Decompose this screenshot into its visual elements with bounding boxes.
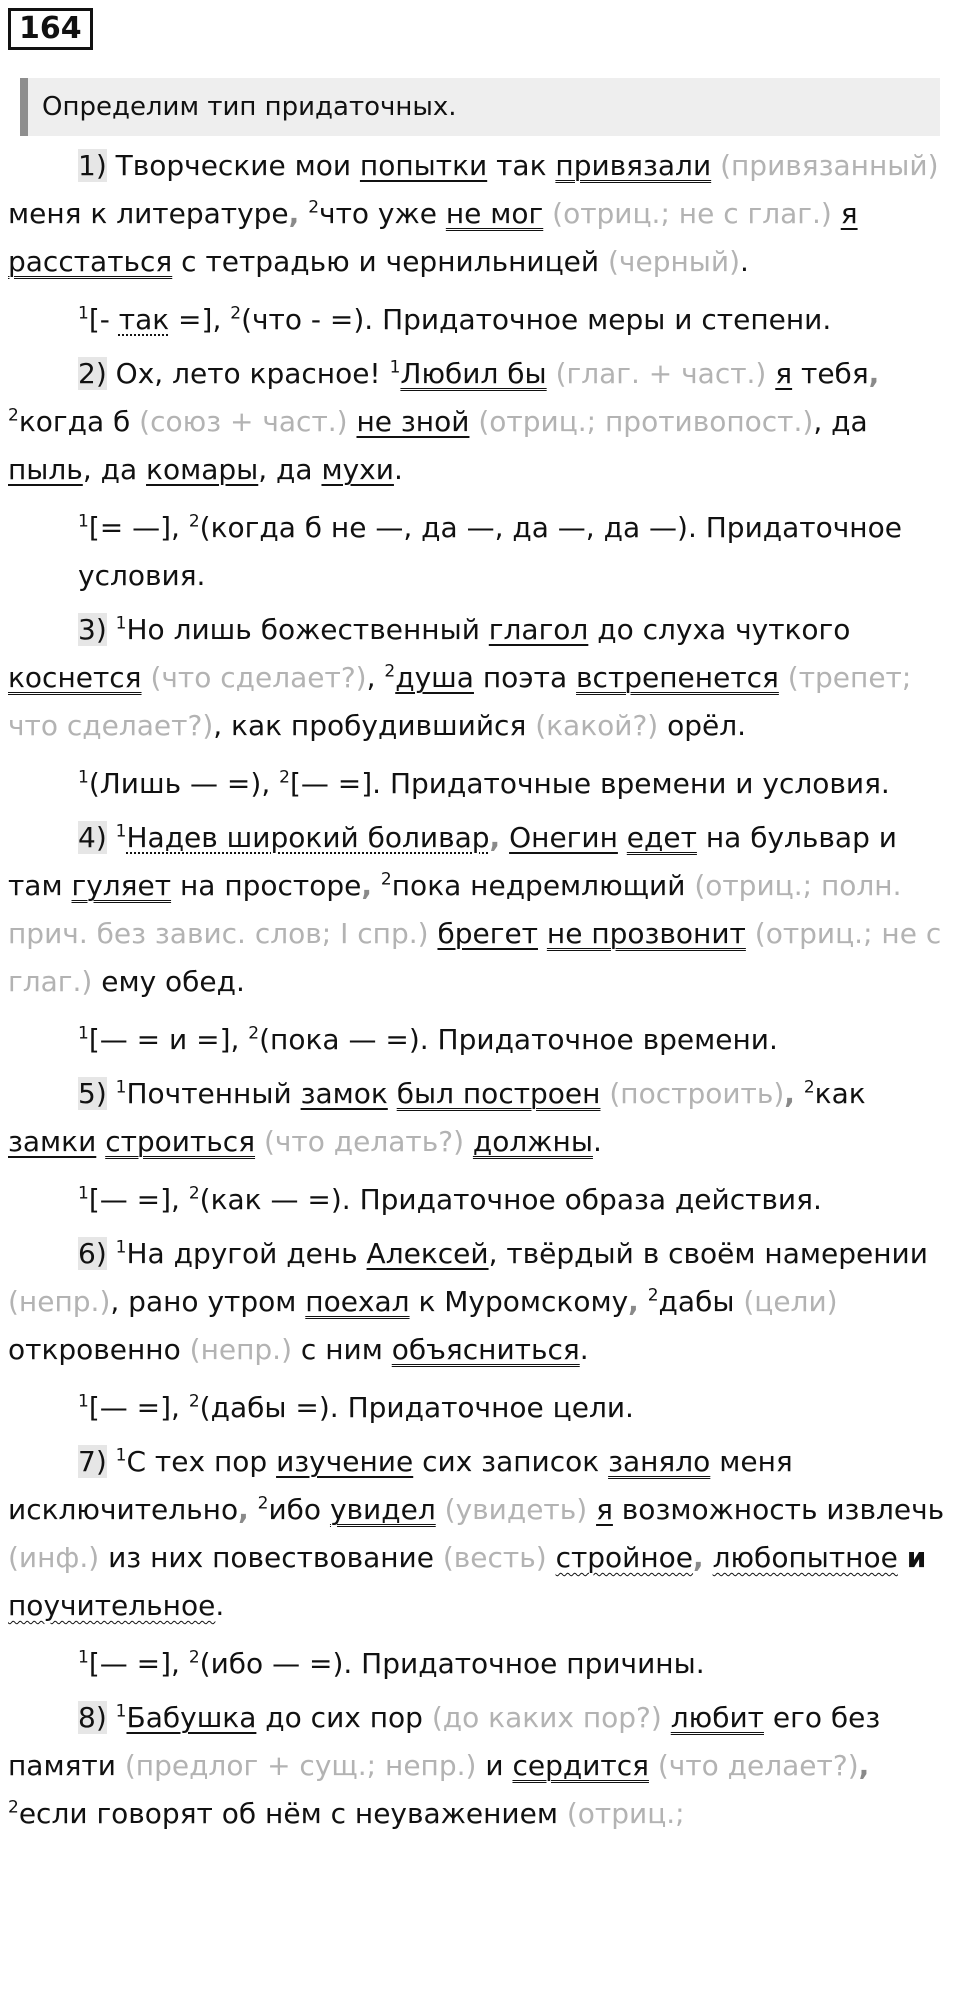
sentence-fragment: 2 xyxy=(8,1797,19,1818)
sentence-fragment: 2 xyxy=(384,661,396,682)
sentence-fragment: я xyxy=(596,1493,613,1526)
sentence-fragment: откровенно xyxy=(8,1333,190,1366)
scheme-fragment: (пока — =). Придаточное времени. xyxy=(259,1023,778,1056)
scheme-fragment: 2 xyxy=(188,1391,200,1412)
sentence-3 xyxy=(8,606,952,750)
sentence-fragment: на бульвар и там xyxy=(8,821,897,902)
page xyxy=(8,8,952,1838)
sentence-fragment: , xyxy=(489,821,501,854)
sentence-fragment xyxy=(388,1077,397,1110)
sentence-fragment: 2 xyxy=(647,1285,659,1306)
sentence-fragment: 1 xyxy=(115,821,127,842)
sentence-fragment: Надев широкий боливар xyxy=(126,821,490,854)
sentence-fragment: , xyxy=(366,661,376,694)
sentence-6 xyxy=(8,1230,952,1374)
sentence-fragment: орёл. xyxy=(658,709,747,742)
scheme-fragment: (Лишь — =), xyxy=(88,767,280,800)
sentence-fragment: поэта xyxy=(473,661,577,694)
scheme-fragment: [— =], xyxy=(88,1647,189,1680)
scheme-fragment: 2 xyxy=(230,303,242,324)
exercise-list xyxy=(8,142,952,1838)
sentence-fragment: , как пробудившийся xyxy=(213,709,536,742)
scheme-fragment: 2 xyxy=(188,1183,200,1204)
sentence-fragment xyxy=(832,197,841,230)
annotation-note: (инф.) xyxy=(8,1541,100,1574)
sentence-fragment xyxy=(299,197,308,230)
sentence-fragment xyxy=(436,1493,445,1526)
annotation-note: (глаг. + част.) xyxy=(555,357,767,390)
sentence-fragment xyxy=(464,1125,473,1158)
sentence-fragment: 2 xyxy=(380,869,392,890)
scheme-6 xyxy=(8,1384,952,1432)
sentence-fragment xyxy=(639,1285,648,1318)
scheme-fragment: (дабы =). Придаточное цели. xyxy=(199,1391,634,1424)
annotation-note: (союз + част.) xyxy=(139,405,348,438)
sentence-fragment: пока недремлющий xyxy=(391,869,695,902)
sentence-fragment: коснется xyxy=(8,661,142,694)
sentence-fragment: сердится xyxy=(512,1749,649,1782)
annotation-note: (отриц.; не с глаг.) xyxy=(552,197,832,230)
task-number: 164 xyxy=(8,8,93,50)
sentence-fragment: комары xyxy=(146,453,259,486)
sentence-fragment: . xyxy=(740,245,749,278)
scheme-fragment: 2 xyxy=(248,1023,260,1044)
sentence-fragment: любит xyxy=(670,1701,764,1734)
annotation-note: (предлог + сущ.; непр.) xyxy=(124,1749,477,1782)
sentence-fragment xyxy=(372,869,381,902)
annotation-note: (цели) xyxy=(743,1285,838,1318)
sentence-fragment xyxy=(898,1541,907,1574)
sentence-fragment: На другой день xyxy=(126,1237,367,1270)
item-number: 5) xyxy=(78,1077,107,1110)
scheme-fragment: (что - =). Придаточное меры и степени. xyxy=(241,303,832,336)
scheme-fragment: [- xyxy=(88,303,119,336)
sentence-fragment: не мог xyxy=(445,197,544,230)
sentence-fragment: до сих пор xyxy=(256,1701,432,1734)
sentence-fragment: 1 xyxy=(389,357,401,378)
sentence-fragment: к Муромскому xyxy=(409,1285,629,1318)
sentence-fragment: если говорят об нём с неуважением xyxy=(18,1797,567,1830)
sentence-fragment: и xyxy=(476,1749,513,1782)
sentence-fragment: не прозвонит xyxy=(546,917,746,950)
sentence-fragment: 2 xyxy=(308,197,320,218)
sentence-fragment: поучительное xyxy=(8,1589,216,1622)
annotation-note: (отриц.; полн. прич. без завис. слов; I спр.) xyxy=(8,869,902,950)
sentence-fragment: изучение xyxy=(276,1445,414,1478)
sentence-fragment xyxy=(255,1125,264,1158)
scheme-fragment: 1 xyxy=(78,1023,89,1044)
scheme-fragment: 1 xyxy=(78,303,89,324)
sentence-fragment: строиться xyxy=(105,1125,256,1158)
scheme-3 xyxy=(8,760,952,808)
sentence-fragment: не зной xyxy=(356,405,470,438)
sentence-5 xyxy=(8,1070,952,1166)
sentence-fragment: , xyxy=(238,1493,249,1526)
sentence-fragment: брегет xyxy=(437,917,538,950)
sentence-fragment: что уже xyxy=(319,197,446,230)
sentence-fragment: . xyxy=(592,1125,602,1158)
sentence-fragment: попытки xyxy=(359,149,488,182)
sentence-4 xyxy=(8,814,952,1006)
sentence-fragment: . xyxy=(215,1589,225,1622)
sentence-fragment: и xyxy=(906,1541,927,1574)
sentence-fragment: 2 xyxy=(803,1077,815,1098)
sentence-fragment: мухи xyxy=(321,453,394,486)
sentence-fragment: Онегин xyxy=(509,821,618,854)
sentence-fragment xyxy=(500,821,509,854)
annotation-note: (что делать?) xyxy=(263,1125,464,1158)
scheme-fragment: так xyxy=(118,303,170,336)
item-number: 2) xyxy=(78,357,107,390)
sentence-fragment: замки xyxy=(8,1125,97,1158)
sentence-fragment: когда б xyxy=(18,405,140,438)
scheme-fragment: [— = и =], xyxy=(88,1023,249,1056)
sentence-fragment: из них повествование xyxy=(99,1541,443,1574)
sentence-fragment: возможность извлечь xyxy=(612,1493,945,1526)
annotation-note: (что сделает?) xyxy=(150,661,367,694)
sentence-fragment: 2 xyxy=(257,1493,269,1514)
sentence-fragment: объясниться xyxy=(391,1333,580,1366)
scheme-fragment: [— =]. Придаточные времени и условия. xyxy=(289,767,890,800)
sentence-7 xyxy=(8,1438,952,1630)
sentence-fragment: увидел xyxy=(329,1493,436,1526)
sentence-fragment xyxy=(587,1493,596,1526)
item-number: 1) xyxy=(78,149,107,182)
scheme-7 xyxy=(8,1640,952,1688)
sentence-fragment: как xyxy=(814,1077,866,1110)
scheme-fragment: [— =], xyxy=(88,1391,189,1424)
sentence-fragment: меня к литературе xyxy=(8,197,289,230)
annotation-note: (отриц.; xyxy=(566,1797,685,1830)
scheme-4 xyxy=(8,1016,952,1064)
scheme-fragment: [— =], xyxy=(88,1183,189,1216)
sentence-fragment: , да xyxy=(82,453,147,486)
annotation-note: (до каких пор?) xyxy=(431,1701,662,1734)
sentence-fragment xyxy=(618,821,627,854)
sentence-fragment: тебя xyxy=(792,357,869,390)
sentence-fragment: глагол xyxy=(488,613,589,646)
sentence-fragment: встрепенется xyxy=(576,661,779,694)
sentence-fragment: едет xyxy=(626,821,697,854)
scheme-fragment: 1 xyxy=(78,1183,89,1204)
sentence-fragment: , рано утром xyxy=(110,1285,306,1318)
sentence-fragment: . xyxy=(579,1333,589,1366)
sentence-fragment: был построен xyxy=(396,1077,601,1110)
sentence-fragment: 2 xyxy=(8,405,19,426)
sentence-fragment xyxy=(538,917,547,950)
sentence-fragment: , твёрдый в своём намерении xyxy=(488,1237,928,1270)
annotation-note: (привязанный) xyxy=(720,149,939,182)
sentence-fragment: 1 xyxy=(115,1445,127,1466)
sentence-fragment xyxy=(96,1125,105,1158)
item-number: 8) xyxy=(78,1701,107,1734)
scheme-fragment: (когда б не —, да —, да —, да —). Придаточное условия. xyxy=(78,511,902,592)
scheme-fragment: 1 xyxy=(78,1391,89,1412)
sentence-fragment: любопытное xyxy=(712,1541,898,1574)
sentence-fragment: душа xyxy=(395,661,474,694)
sentence-fragment: 1 xyxy=(115,1077,127,1098)
sentence-1 xyxy=(8,142,952,286)
sentence-fragment xyxy=(746,917,755,950)
annotation-note: (построить) xyxy=(609,1077,785,1110)
sentence-fragment: заняло xyxy=(608,1445,711,1478)
scheme-1 xyxy=(8,296,952,344)
sentence-fragment: сих записок xyxy=(413,1445,609,1478)
annotation-note: (увидеть) xyxy=(444,1493,588,1526)
sentence-fragment xyxy=(662,1701,671,1734)
sentence-fragment: , xyxy=(868,357,880,390)
sentence-fragment: , xyxy=(628,1285,639,1318)
scheme-fragment: 2 xyxy=(188,511,200,532)
scheme-fragment: 1 xyxy=(78,767,89,788)
sentence-fragment: меня исключительно xyxy=(8,1445,793,1526)
sentence-fragment xyxy=(649,1749,658,1782)
sentence-2 xyxy=(8,350,952,494)
sentence-fragment: я xyxy=(840,197,858,230)
sentence-fragment: Но лишь божественный xyxy=(126,613,489,646)
sentence-fragment: ибо xyxy=(268,1493,330,1526)
sentence-fragment: 1 xyxy=(115,1237,127,1258)
sentence-fragment: Любил бы xyxy=(400,357,547,390)
scheme-2 xyxy=(8,504,952,600)
sentence-fragment: , xyxy=(858,1749,870,1782)
sentence-fragment: должны xyxy=(472,1125,593,1158)
annotation-note: (отриц.; противопост.) xyxy=(478,405,814,438)
annotation-note: (непр.) xyxy=(8,1285,111,1318)
item-number: 3) xyxy=(78,613,107,646)
sentence-fragment: 1 xyxy=(115,613,127,634)
sentence-fragment: расстаться xyxy=(8,245,173,278)
scheme-fragment: =], xyxy=(169,303,231,336)
sentence-fragment xyxy=(704,1541,713,1574)
scheme-fragment: 1 xyxy=(78,1647,89,1668)
sentence-fragment: поехал xyxy=(305,1285,410,1318)
sentence-fragment: С тех пор xyxy=(126,1445,277,1478)
scheme-fragment: (как — =). Придаточное образа действия. xyxy=(199,1183,822,1216)
sentence-fragment xyxy=(779,661,788,694)
sentence-fragment: , xyxy=(693,1541,704,1574)
scheme-fragment: 2 xyxy=(188,1647,200,1668)
sentence-fragment: Бабушка xyxy=(126,1701,257,1734)
sentence-fragment: , xyxy=(784,1077,795,1110)
annotation-note: (весть) xyxy=(442,1541,547,1574)
sentence-fragment: с тетрадью и чернильницей xyxy=(172,245,608,278)
sentence-8 xyxy=(8,1694,952,1838)
annotation-note: (отриц.; не с глаг.) xyxy=(8,917,942,998)
sentence-fragment xyxy=(249,1493,258,1526)
annotation-note: (трепет; что сделает?) xyxy=(8,661,912,742)
sentence-fragment: с ним xyxy=(292,1333,392,1366)
sentence-fragment: 1 xyxy=(115,1701,127,1722)
sentence-fragment: Ох, лето красное! xyxy=(115,357,390,390)
scheme-fragment: 2 xyxy=(279,767,290,788)
sentence-fragment xyxy=(711,149,720,182)
sentence-fragment xyxy=(766,357,775,390)
scheme-fragment: (ибо — =). Придаточное причины. xyxy=(199,1647,705,1680)
sentence-fragment: . xyxy=(393,453,403,486)
sentence-fragment: дабы xyxy=(658,1285,744,1318)
item-number: 6) xyxy=(78,1237,107,1270)
sentence-fragment xyxy=(795,1077,804,1110)
annotation-note: (что делает?) xyxy=(657,1749,859,1782)
sentence-fragment: его без памяти xyxy=(8,1701,881,1782)
sentence-fragment xyxy=(547,357,556,390)
sentence-fragment: , xyxy=(288,197,300,230)
item-number: 4) xyxy=(78,821,107,854)
sentence-fragment: замок xyxy=(300,1077,388,1110)
sentence-fragment: до слуха чуткого xyxy=(588,613,851,646)
instruction-box: Определим тип придаточных. xyxy=(20,78,940,136)
annotation-note: (какой?) xyxy=(535,709,659,742)
scheme-5 xyxy=(8,1176,952,1224)
sentence-fragment: ему обед. xyxy=(92,965,245,998)
sentence-fragment xyxy=(543,197,552,230)
sentence-fragment: гуляет xyxy=(71,869,172,902)
annotation-note: (черный) xyxy=(608,245,741,278)
sentence-fragment: пыль xyxy=(8,453,83,486)
scheme-fragment: [= —], xyxy=(88,511,189,544)
sentence-fragment: на просторе xyxy=(171,869,362,902)
sentence-fragment: стройное xyxy=(555,1541,694,1574)
sentence-fragment: Почтенный xyxy=(126,1077,301,1110)
sentence-fragment: я xyxy=(775,357,793,390)
sentence-fragment: , да xyxy=(813,405,868,438)
scheme-fragment: 1 xyxy=(78,511,89,532)
sentence-fragment xyxy=(547,1541,556,1574)
sentence-fragment: Алексей xyxy=(366,1237,489,1270)
item-number: 7) xyxy=(78,1445,107,1478)
sentence-fragment: привязали xyxy=(555,149,712,182)
sentence-fragment: , xyxy=(361,869,373,902)
sentence-fragment: так xyxy=(487,149,556,182)
sentence-fragment: Творческие мои xyxy=(115,149,360,182)
sentence-fragment: , да xyxy=(258,453,322,486)
annotation-note: (непр.) xyxy=(189,1333,293,1366)
